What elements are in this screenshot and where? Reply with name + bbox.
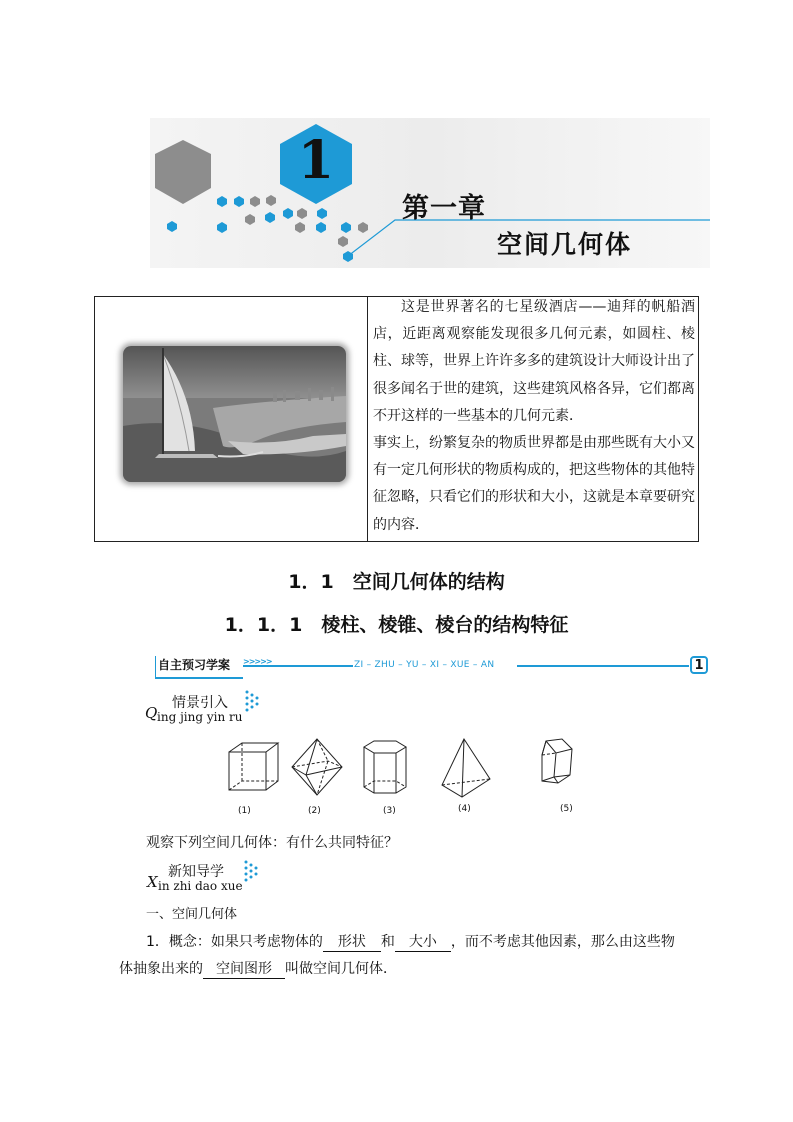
blank-shape: 形状 [323,931,381,952]
scene-intro-initial: Q [145,704,158,722]
part1-line1-c: ，而不考虑其他因素，那么由这些物 [450,934,675,950]
intro-paragraph-1: 这是世界著名的七星级酒店——迪拜的帆船酒店，近距离观察能发现很多几何元素，如圆柱、棱柱、球等，世界上许许多多的建筑设计大师设计出了很多闻名于世的建筑，这些建筑风格各异，它们都离不开这样的一些基本的几何元素． [373,299,695,424]
scene-intro-pinyin: ing jing yin ru [157,710,243,724]
blank-size: 大小 [395,931,451,952]
chapter-title: 空间几何体 [497,230,633,259]
preview-label: 自主预习学案 [158,658,231,672]
figure-cube [229,743,278,790]
figure-label-5: (5) [560,804,573,814]
burj-al-arab-photo [123,346,346,482]
triangle-dots-icon [245,690,261,716]
figure-hexagonal-prism [364,741,406,793]
subsection-heading: 1．1．1 棱柱、棱锥、棱台的结构特征 [224,614,569,636]
section-heading: 1．1 空间几何体的结构 [288,571,505,593]
preview-pinyin: ZI – ZHU – YU – XI – XUE – AN [354,660,495,670]
part1-line1-a: 1．概念：如果只考虑物体的 [146,934,323,950]
preview-number-badge: 1 [690,656,708,674]
scene-intro-cn: 情景引入 [172,695,228,711]
figure-label-2: (2) [308,806,321,816]
intro-text [373,294,695,539]
intro-paragraph-2: 事实上，纷繁复杂的物质世界都是由那些既有大小又有一定几何形状的物质构成的，把这些物体的其他特征忽略，只看它们的形状和大小，这就是本章要研究的内容． [373,435,695,533]
figure-octahedron [292,739,342,795]
figure-polyhedron [542,739,572,783]
figure-label-3: (3) [383,806,396,816]
part1-line1 [146,931,675,952]
intro-table-divider [367,296,368,542]
part1-heading: 一、空间几何体 [146,907,238,922]
chapter-label: 第一章 [402,193,486,224]
polyhedra-figures [222,735,602,821]
chapter-number: 1 [297,130,335,191]
part1-line1-b: 和 [380,934,395,950]
part1-line2 [119,958,397,979]
figure-label-1: (1) [238,806,251,816]
new-knowledge-initial: X [147,873,158,891]
triangle-dots-icon [244,860,260,886]
figure-pyramid [442,739,490,797]
figure-label-4: (4) [458,804,471,814]
blank-spatial-figure: 空间图形 [203,958,285,979]
part1-line2-b: 叫做空间几何体． [285,961,397,977]
new-knowledge-pinyin: in zhi dao xue [158,879,243,893]
new-knowledge-cn: 新知导学 [168,864,224,880]
question-text: 观察下列空间几何体：有什么共同特征？ [146,835,398,851]
part1-line2-a: 体抽象出来的 [119,961,203,977]
preview-arrows: >>>>> [243,657,272,666]
